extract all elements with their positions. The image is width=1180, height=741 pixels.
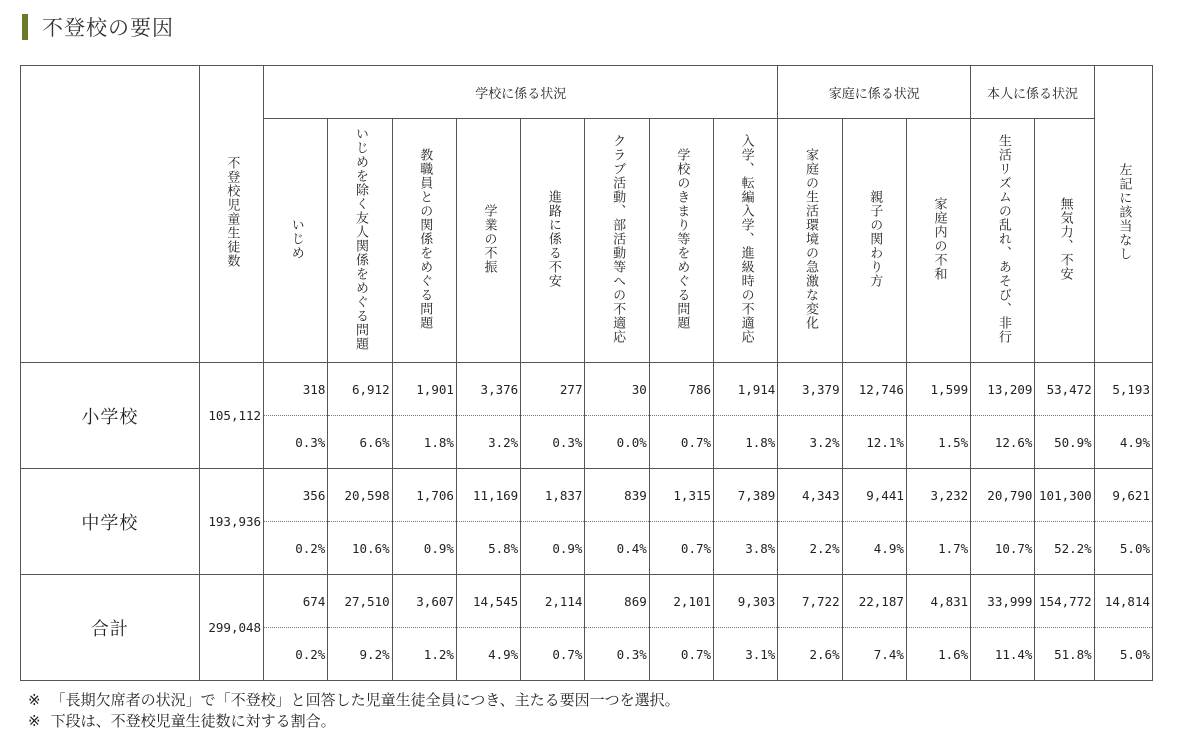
count-cell: 33,999: [971, 575, 1035, 628]
table-body: [21, 363, 1153, 681]
count-cell: 1,901: [392, 363, 456, 416]
percent-cell: 4.9%: [1094, 416, 1152, 469]
percent-cell: 10.7%: [971, 522, 1035, 575]
col-header: いじめを除く友人関係をめぐる問題: [328, 119, 392, 363]
row-total: 105,112: [199, 363, 263, 469]
row-label: 合計: [21, 575, 200, 681]
col-header: 生活リズムの乱れ、あそび、非行: [971, 119, 1035, 363]
col-header: 家庭の生活環境の急激な変化: [778, 119, 842, 363]
count-cell: 277: [521, 363, 585, 416]
header-none: 左記に該当なし: [1094, 66, 1152, 363]
percent-cell: 1.8%: [714, 416, 778, 469]
count-cell: 3,607: [392, 575, 456, 628]
col-header: クラブ活動、部活動等への不適応: [585, 119, 649, 363]
col-header: いじめ: [264, 119, 328, 363]
percent-cell: 0.3%: [585, 628, 649, 681]
count-cell: 2,114: [521, 575, 585, 628]
count-cell: 9,441: [842, 469, 906, 522]
percent-cell: 0.4%: [585, 522, 649, 575]
percent-cell: 5.0%: [1094, 628, 1152, 681]
count-cell: 7,722: [778, 575, 842, 628]
count-cell: 20,598: [328, 469, 392, 522]
count-cell: 11,169: [456, 469, 520, 522]
percent-cell: 0.9%: [392, 522, 456, 575]
group-self-header: 本人に係る状況: [971, 66, 1095, 119]
percent-cell: 12.6%: [971, 416, 1035, 469]
percent-cell: 3.1%: [714, 628, 778, 681]
count-cell: 9,621: [1094, 469, 1152, 522]
percent-cell: 11.4%: [971, 628, 1035, 681]
row-label: 中学校: [21, 469, 200, 575]
percent-cell: 0.0%: [585, 416, 649, 469]
count-cell: 6,912: [328, 363, 392, 416]
causes-table: [20, 65, 1153, 681]
count-cell: 14,545: [456, 575, 520, 628]
table-row-counts: [21, 575, 1153, 628]
count-cell: 5,193: [1094, 363, 1152, 416]
row-total: 193,936: [199, 469, 263, 575]
percent-cell: 5.8%: [456, 522, 520, 575]
col-header: 無気力、不安: [1035, 119, 1094, 363]
count-cell: 4,831: [906, 575, 970, 628]
count-cell: 2,101: [649, 575, 713, 628]
percent-cell: 7.4%: [842, 628, 906, 681]
col-header: 家庭内の不和: [906, 119, 970, 363]
percent-cell: 0.3%: [264, 416, 328, 469]
col-header: 親子の関わり方: [842, 119, 906, 363]
count-cell: 22,187: [842, 575, 906, 628]
percent-cell: 4.9%: [456, 628, 520, 681]
percent-cell: 5.0%: [1094, 522, 1152, 575]
row-total: 299,048: [199, 575, 263, 681]
count-cell: 53,472: [1035, 363, 1094, 416]
percent-cell: 6.6%: [328, 416, 392, 469]
table-row-counts: [21, 469, 1153, 522]
group-home-header: 家庭に係る状況: [778, 66, 971, 119]
title-accent-bar: [22, 14, 28, 40]
group-header-row: [21, 66, 1153, 119]
page-title: 不登校の要因: [42, 16, 174, 40]
count-cell: 1,315: [649, 469, 713, 522]
page-title-block: [22, 13, 174, 41]
count-cell: 1,599: [906, 363, 970, 416]
percent-cell: 0.2%: [264, 522, 328, 575]
percent-cell: 0.7%: [649, 416, 713, 469]
percent-cell: 0.7%: [649, 522, 713, 575]
percent-cell: 52.2%: [1035, 522, 1094, 575]
percent-cell: 10.6%: [328, 522, 392, 575]
count-cell: 3,376: [456, 363, 520, 416]
percent-cell: 3.2%: [456, 416, 520, 469]
percent-cell: 1.7%: [906, 522, 970, 575]
percent-cell: 0.9%: [521, 522, 585, 575]
count-cell: 12,746: [842, 363, 906, 416]
header-count: 不登校児童生徒数: [199, 66, 263, 363]
footnotes: [28, 690, 680, 732]
percent-cell: 1.2%: [392, 628, 456, 681]
count-cell: 356: [264, 469, 328, 522]
percent-cell: 9.2%: [328, 628, 392, 681]
percent-cell: 0.2%: [264, 628, 328, 681]
count-cell: 101,300: [1035, 469, 1094, 522]
percent-cell: 3.8%: [714, 522, 778, 575]
percent-cell: 1.6%: [906, 628, 970, 681]
table-row-counts: [21, 363, 1153, 416]
percent-cell: 3.2%: [778, 416, 842, 469]
col-header: 入学、転編入学、進級時の不適応: [714, 119, 778, 363]
count-cell: 786: [649, 363, 713, 416]
percent-cell: 2.6%: [778, 628, 842, 681]
count-cell: 4,343: [778, 469, 842, 522]
footnote-2: ※ 下段は、不登校児童生徒数に対する割合。: [28, 712, 336, 730]
col-header: 学校のきまり等をめぐる問題: [649, 119, 713, 363]
count-cell: 839: [585, 469, 649, 522]
percent-cell: 1.5%: [906, 416, 970, 469]
percent-cell: 51.8%: [1035, 628, 1094, 681]
percent-cell: 50.9%: [1035, 416, 1094, 469]
count-cell: 1,837: [521, 469, 585, 522]
count-cell: 674: [264, 575, 328, 628]
corner-cell: [21, 66, 200, 363]
percent-cell: 12.1%: [842, 416, 906, 469]
count-cell: 20,790: [971, 469, 1035, 522]
count-cell: 3,232: [906, 469, 970, 522]
group-school-header: 学校に係る状況: [264, 66, 778, 119]
count-cell: 27,510: [328, 575, 392, 628]
count-cell: 318: [264, 363, 328, 416]
percent-cell: 0.7%: [521, 628, 585, 681]
count-cell: 9,303: [714, 575, 778, 628]
count-cell: 1,706: [392, 469, 456, 522]
count-cell: 14,814: [1094, 575, 1152, 628]
count-cell: 154,772: [1035, 575, 1094, 628]
count-cell: 30: [585, 363, 649, 416]
col-header: 進路に係る不安: [521, 119, 585, 363]
count-cell: 869: [585, 575, 649, 628]
percent-cell: 0.7%: [649, 628, 713, 681]
col-header: 教職員との関係をめぐる問題: [392, 119, 456, 363]
row-label: 小学校: [21, 363, 200, 469]
count-cell: 3,379: [778, 363, 842, 416]
footnote-1: ※ 「長期欠席者の状況」で「不登校」と回答した児童生徒全員につき、主たる要因一つを選択。: [28, 691, 680, 709]
percent-cell: 0.3%: [521, 416, 585, 469]
percent-cell: 4.9%: [842, 522, 906, 575]
percent-cell: 1.8%: [392, 416, 456, 469]
percent-cell: 2.2%: [778, 522, 842, 575]
count-cell: 13,209: [971, 363, 1035, 416]
col-header: 学業の不振: [456, 119, 520, 363]
count-cell: 7,389: [714, 469, 778, 522]
count-cell: 1,914: [714, 363, 778, 416]
